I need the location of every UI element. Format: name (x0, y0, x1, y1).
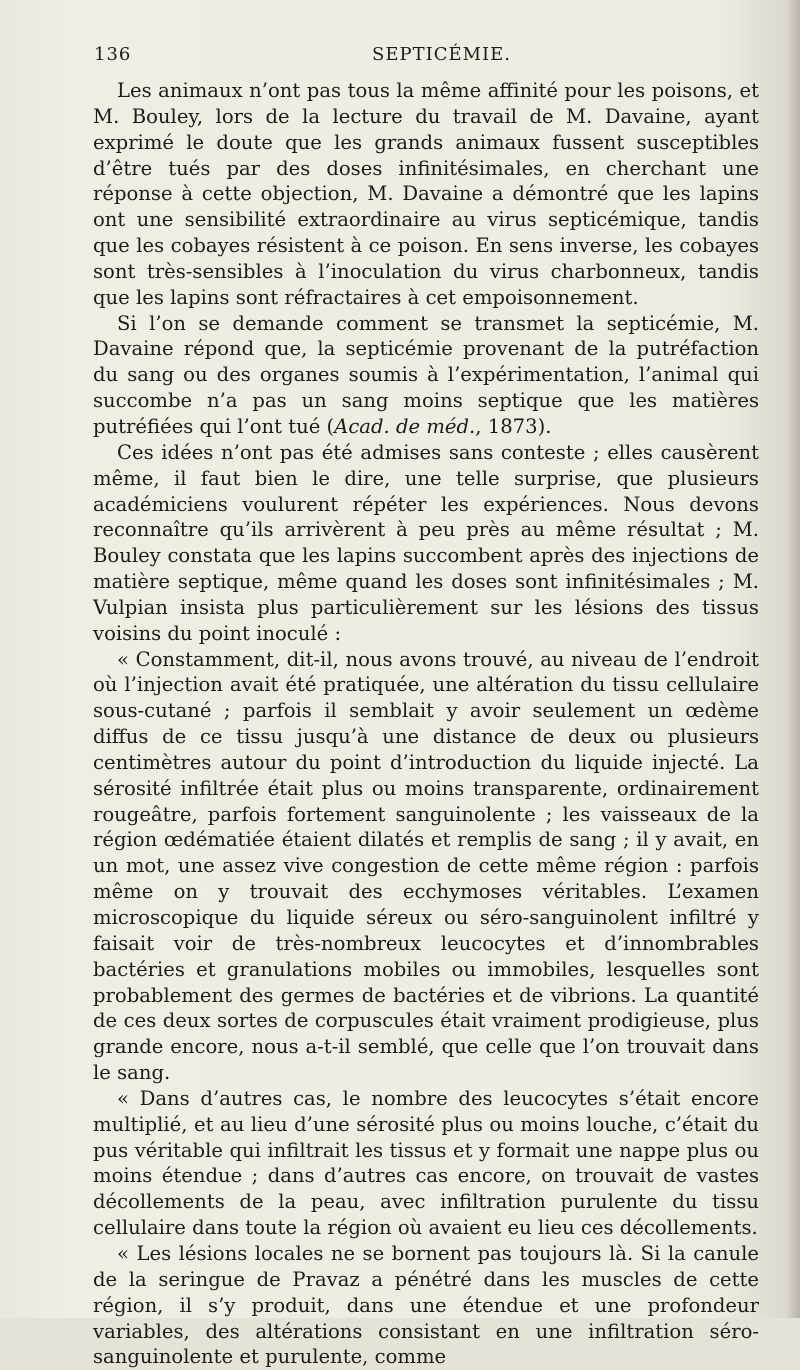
quote-paragraph-2: « Dans d’autres cas, le nombre des leucocytes s’était encore multiplié, et au lieu d’une sérosité plus ou moins louche, c’était du pus véritable qui infiltrait les tissus et y formait une nappe plus ou moins étendue ; dans d’autres cas encore, on trouvait de vastes décollements de la peau, avec infiltration purulente du tissu cellulaire dans toute la région où avaient eu lieu ces décollements. (93, 1086, 759, 1240)
page-header (94, 44, 758, 74)
paragraph-3: Ces idées n’ont pas été admises sans conteste ; elles causèrent même, il faut bien le dire, une telle surprise, que plusieurs académiciens voulurent répéter les expériences. Nous devons reconnaître qu’ils arrivèrent à peu près au même résultat ; M. Bouley constata que les lapins succombent après des injections de matière septique, même quand les doses sont infinitésimales ; M. Vulpian insista plus particulièrement sur les lésions des tissus voisins du point inoculé : (93, 440, 759, 645)
body-text (93, 78, 759, 1370)
page-number: 136 (94, 44, 132, 65)
quote-paragraph-1: « Constamment, dit-il, nous avons trouvé, au niveau de l’endroit où l’injection avait été pratiquée, une altération du tissu cellulaire sous-cutané ; parfois il semblait y avoir seulement un œdème diffus de ce tissu jusqu’à une distance de deux ou plusieurs centimètres autour du point d’introduction du liquide injecté. La sérosité infiltrée était plus ou moins transparente, ordinairement rougeâtre, parfois fortement sanguinolente ; les vaisseaux de la région œdématiée étaient dilatés et remplis de sang ; il y avait, en un mot, une assez vive congestion de cette même région : parfois même on y trouvait des ecchymoses véritables. L’examen microscopique du liquide séreux ou séro-sanguinolent infiltré y faisait voir de très-nombreux leucocytes et d’innombrables bactéries et granulations mobiles ou immobiles, lesquelles sont probablement des germes de bactéries et de vibrions. La quantité de ces deux sortes de corpuscules était vraiment prodigieuse, plus grande encore, nous a-t-il semblé, que celle que l’on trouvait dans le sang. (93, 647, 759, 1085)
citation-journal: Acad. de méd. (334, 414, 476, 438)
quote-paragraph-3: « Les lésions locales ne se bornent pas toujours là. Si la canule de la seringue de Pravaz a pénétré dans les muscles de cette région, il s’y produit, dans une étendue et une profondeur variables, des altérations consistant en une infiltration séro-sanguinolente et purulente, comme (93, 1241, 759, 1369)
paragraph-2-text: Si l’on se demande comment se transmet la septicémie, M. Davaine répond que, la septicémie provenant de la putréfaction du sang ou des organes soumis à l’expérimentation, l’animal qui succombe n’a pas un sang moins septique que les matières putréfiées qui l’ont tué ( (93, 311, 759, 438)
running-title: SEPTICÉMIE. (372, 44, 512, 65)
citation-year: , 1873). (475, 414, 552, 438)
page-edge-shadow (786, 0, 800, 1318)
paragraph-1: Les animaux n’ont pas tous la même affinité pour les poisons, et M. Bouley, lors de la lecture du travail de M. Davaine, ayant exprimé le doute que les grands animaux fussent susceptibles d’être tués par des doses infinitésimales, en cherchant une réponse à cette objection, M. Davaine a démontré que les lapins ont une sensibilité extraordinaire au virus septicémique, tandis que les cobayes résistent à ce poison. En sens inverse, les cobayes sont très-sensibles à l’inoculation du virus charbonneux, tandis que les lapins sont réfractaires à cet empoisonnement. (93, 79, 759, 309)
paragraph-2 (93, 311, 759, 440)
